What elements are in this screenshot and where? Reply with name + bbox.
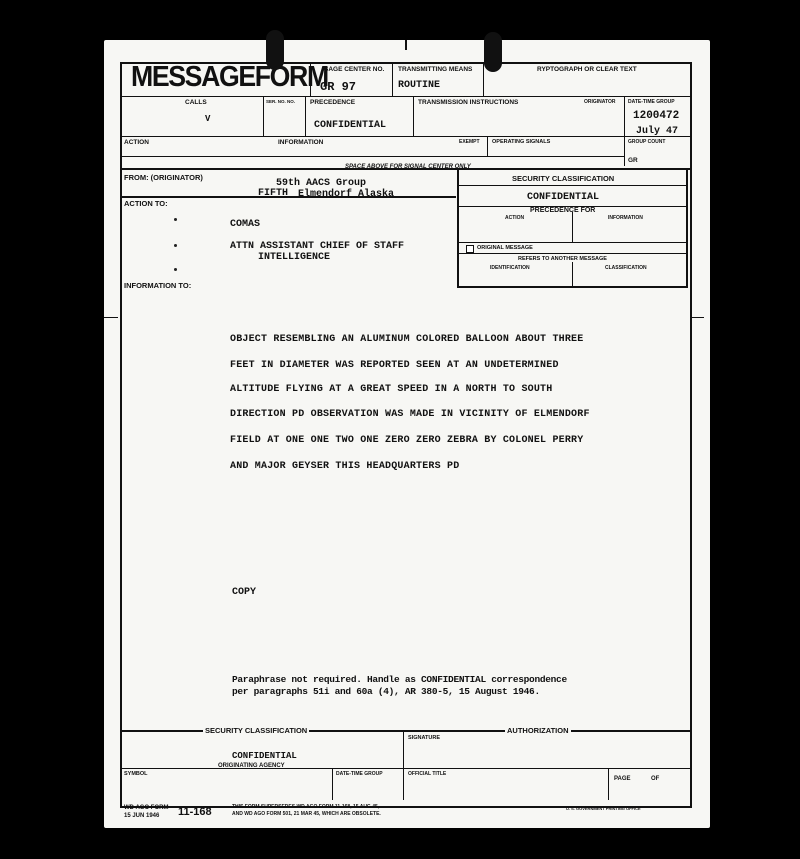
body-line-4: DIRECTION PD OBSERVATION WAS MADE IN VICINITY OF ELMENDORF xyxy=(230,409,590,420)
message-center-label: SAGE CENTER NO. xyxy=(324,66,385,73)
originator-label: ORIGINATOR xyxy=(584,99,616,105)
precedence-for-label: PRECEDENCE FOR xyxy=(530,207,596,214)
authorization-label: AUTHORIZATION xyxy=(507,726,569,735)
action-label: ACTION xyxy=(124,139,149,146)
precedence-value: CONFIDENTIAL xyxy=(314,120,387,131)
information-to-label: INFORMATION TO: xyxy=(124,281,192,290)
from-label: FROM: (ORIGINATOR) xyxy=(124,173,203,182)
body-line-1: OBJECT RESEMBLING AN ALUMINUM COLORED BALLOON ABOUT THREE xyxy=(230,334,584,345)
action-addressee: COMAS xyxy=(230,219,261,230)
footer-security-label: SECURITY CLASSIFICATION xyxy=(205,726,308,735)
copy-label: COPY xyxy=(232,587,257,598)
security-value: CONFIDENTIAL xyxy=(527,192,600,203)
tick-mark xyxy=(405,40,407,50)
date-month-value: July 47 xyxy=(636,126,679,137)
body-line-5: FIELD AT ONE ONE TWO ONE ZERO ZERO ZEBRA BY COLONEL PERRY xyxy=(230,435,584,446)
originator-location: Elmendorf Alaska xyxy=(298,189,395,200)
ser-no-label: SER. NO. NO. xyxy=(266,99,296,104)
intelligence-line: INTELLIGENCE xyxy=(258,252,331,263)
message-center-number: GR 97 xyxy=(320,80,357,94)
precedence-label: PRECEDENCE xyxy=(310,99,356,106)
action-to-label: ACTION TO: xyxy=(124,199,168,208)
paraphrase-line-2: per paragraphs 51i and 60a (4), AR 380-5, 15 August 1946. xyxy=(232,686,540,697)
body-line-6: AND MAJOR GEYSER THIS HEADQUARTERS PD xyxy=(230,461,460,472)
signal-center-notice: SPACE ABOVE FOR SIGNAL CENTER ONLY xyxy=(345,164,471,170)
signature-label: SIGNATURE xyxy=(408,735,440,741)
page-label: PAGE xyxy=(614,776,631,782)
form-number: 11-168 xyxy=(178,806,212,818)
date-time-group-label: DATE-TIME GROUP xyxy=(628,99,675,105)
body-line-2: FEET IN DIAMETER WAS REPORTED SEEN AT AN UNDETERMINED xyxy=(230,360,559,371)
supersedes-line-1: THIS FORM SUPERSEDES WD AGO FORM 11-168, 15 AUG 45, xyxy=(232,804,380,810)
identification-label: IDENTIFICATION xyxy=(490,265,530,271)
calls-label: CALLS xyxy=(185,99,207,106)
operating-signals-label: OPERATING SIGNALS xyxy=(492,139,551,145)
footer-classification-value: CONFIDENTIAL xyxy=(232,751,297,761)
transmitting-means-value: ROUTINE xyxy=(398,80,441,91)
attention-line: ATTN ASSISTANT CHIEF OF STAFF xyxy=(230,241,405,252)
form-id-line-1: WD AGO FORM xyxy=(124,805,169,811)
originating-agency-label: ORIGINATING AGENCY xyxy=(218,763,285,769)
group-count-label: GROUP COUNT xyxy=(628,139,666,145)
information-label: INFORMATION xyxy=(278,139,324,146)
original-message-label: ORIGINAL MESSAGE xyxy=(477,245,533,251)
exempt-label: EXEMPT xyxy=(459,139,480,145)
classification-label: CLASSIFICATION xyxy=(605,265,647,271)
cryptograph-label: RYPTOGRAPH OR CLEAR TEXT xyxy=(537,66,637,73)
body-line-3: ALTITUDE FLYING AT A GREAT SPEED IN A NORTH TO SOUTH xyxy=(230,384,553,395)
originator-fifth: FIFTH xyxy=(258,188,289,199)
originator-unit: 59th AACS Group xyxy=(276,178,367,189)
of-label: OF xyxy=(651,776,660,782)
official-title-label: OFFICIAL TITLE xyxy=(408,771,447,777)
box-information-label: INFORMATION xyxy=(608,215,643,221)
calls-value: V xyxy=(205,114,211,124)
date-time-group-value: 1200472 xyxy=(633,110,680,122)
symbol-label: SYMBOL xyxy=(124,771,148,777)
form-id-line-2: 15 JUN 1946 xyxy=(124,813,160,819)
box-action-label: ACTION xyxy=(505,215,525,221)
transmitting-means-label: TRANSMITTING MEANS xyxy=(398,66,473,73)
refers-to-label: REFERS TO ANOTHER MESSAGE xyxy=(518,256,607,262)
gr-label: GR xyxy=(628,157,638,164)
form-title: MESSAGEFORM xyxy=(131,61,328,93)
transmission-instructions-label: TRANSMISSION INSTRUCTIONS xyxy=(418,99,519,106)
printer-imprint: U. S. GOVERNMENT PRINTING OFFICE xyxy=(566,806,641,811)
footer-date-time-label: DATE-TIME GROUP xyxy=(336,771,383,777)
supersedes-line-2: AND WD AGO FORM 501, 21 MAR 45, WHICH ARE OBSOLETE. xyxy=(232,811,381,817)
paraphrase-line-1: Paraphrase not required. Handle as CONFIDENTIAL correspondence xyxy=(232,674,567,685)
security-heading: SECURITY CLASSIFICATION xyxy=(512,174,615,183)
original-message-checkbox[interactable] xyxy=(466,245,474,253)
